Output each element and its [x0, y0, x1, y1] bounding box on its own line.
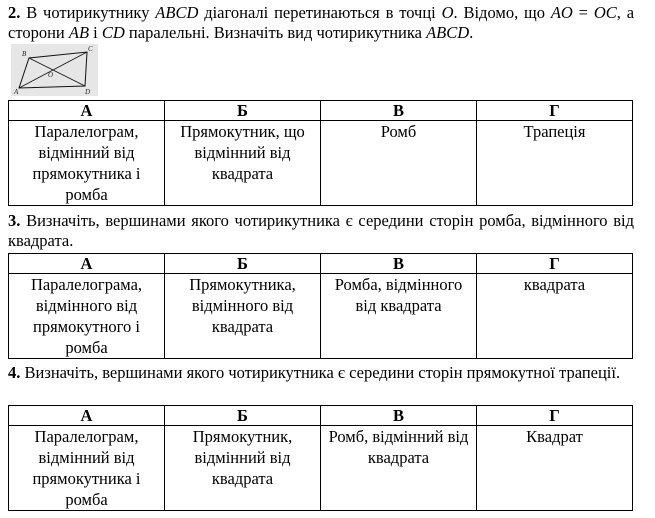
option-a[interactable]: Паралелограм, відмінний від прямокутника і ромба [9, 426, 165, 511]
question-4-options-table [8, 405, 633, 511]
question-number: 4. [8, 363, 21, 382]
table-row [9, 121, 633, 206]
header-a: А [9, 406, 165, 426]
option-a[interactable]: Паралелограм, відмінний від прямокутника і ромба [9, 121, 165, 206]
header-a: А [9, 101, 165, 121]
question-number: 3. [8, 211, 21, 230]
table-row [9, 426, 633, 511]
vertex-b-label: B [22, 50, 27, 58]
option-b[interactable]: Прямокутника, відмінного від квадрата [165, 274, 321, 359]
option-g[interactable]: Трапеція [477, 121, 633, 206]
question-3-text: 3. Визначіть, вершинами якого чотирикутника є середини сторін ромба, відмінного від квадрата. [8, 211, 635, 250]
table-header-row [9, 406, 633, 426]
header-v: В [321, 254, 477, 274]
quadrilateral-figure [11, 44, 98, 96]
question-number: 2. [8, 3, 21, 22]
option-a[interactable]: Паралелограма, відмінного від прямокутного і ромба [9, 274, 165, 359]
question-2-text: 2. В чотирикутнику ABCD діагоналі перетинаються в точці O. Відомо, що AO = OC, а сторони AB і CD паралельні. Визначіть вид чотирикутника ABCD. [8, 3, 635, 42]
question-4-text: 4. Визначіть, вершинами якого чотирикутника є середини сторін прямокутної трапеції. [8, 363, 621, 382]
option-g[interactable]: Квадрат [477, 426, 633, 511]
vertex-d-label: D [85, 88, 91, 96]
option-v[interactable]: Ромб, відмінний від квадрата [321, 426, 477, 511]
option-v[interactable]: Ромб [321, 121, 477, 206]
header-g: Г [477, 406, 633, 426]
header-v: В [321, 101, 477, 121]
header-g: Г [477, 254, 633, 274]
table-row [9, 274, 633, 359]
vertex-a-label: A [14, 88, 19, 96]
vertex-c-label: C [88, 45, 93, 53]
table-header-row [9, 254, 633, 274]
question-3-options-table [8, 253, 633, 359]
header-b: Б [165, 254, 321, 274]
option-b[interactable]: Прямокутник, відмінний від квадрата [165, 426, 321, 511]
header-b: Б [165, 101, 321, 121]
center-o-label: O [48, 71, 54, 79]
option-v[interactable]: Ромба, відмінного від квадрата [321, 274, 477, 359]
header-b: Б [165, 406, 321, 426]
header-v: В [321, 406, 477, 426]
question-2-options-table [8, 100, 633, 206]
option-g[interactable]: квадрата [477, 274, 633, 359]
header-g: Г [477, 101, 633, 121]
table-header-row [9, 101, 633, 121]
option-b[interactable]: Прямокутник, що відмінний від квадрата [165, 121, 321, 206]
header-a: А [9, 254, 165, 274]
